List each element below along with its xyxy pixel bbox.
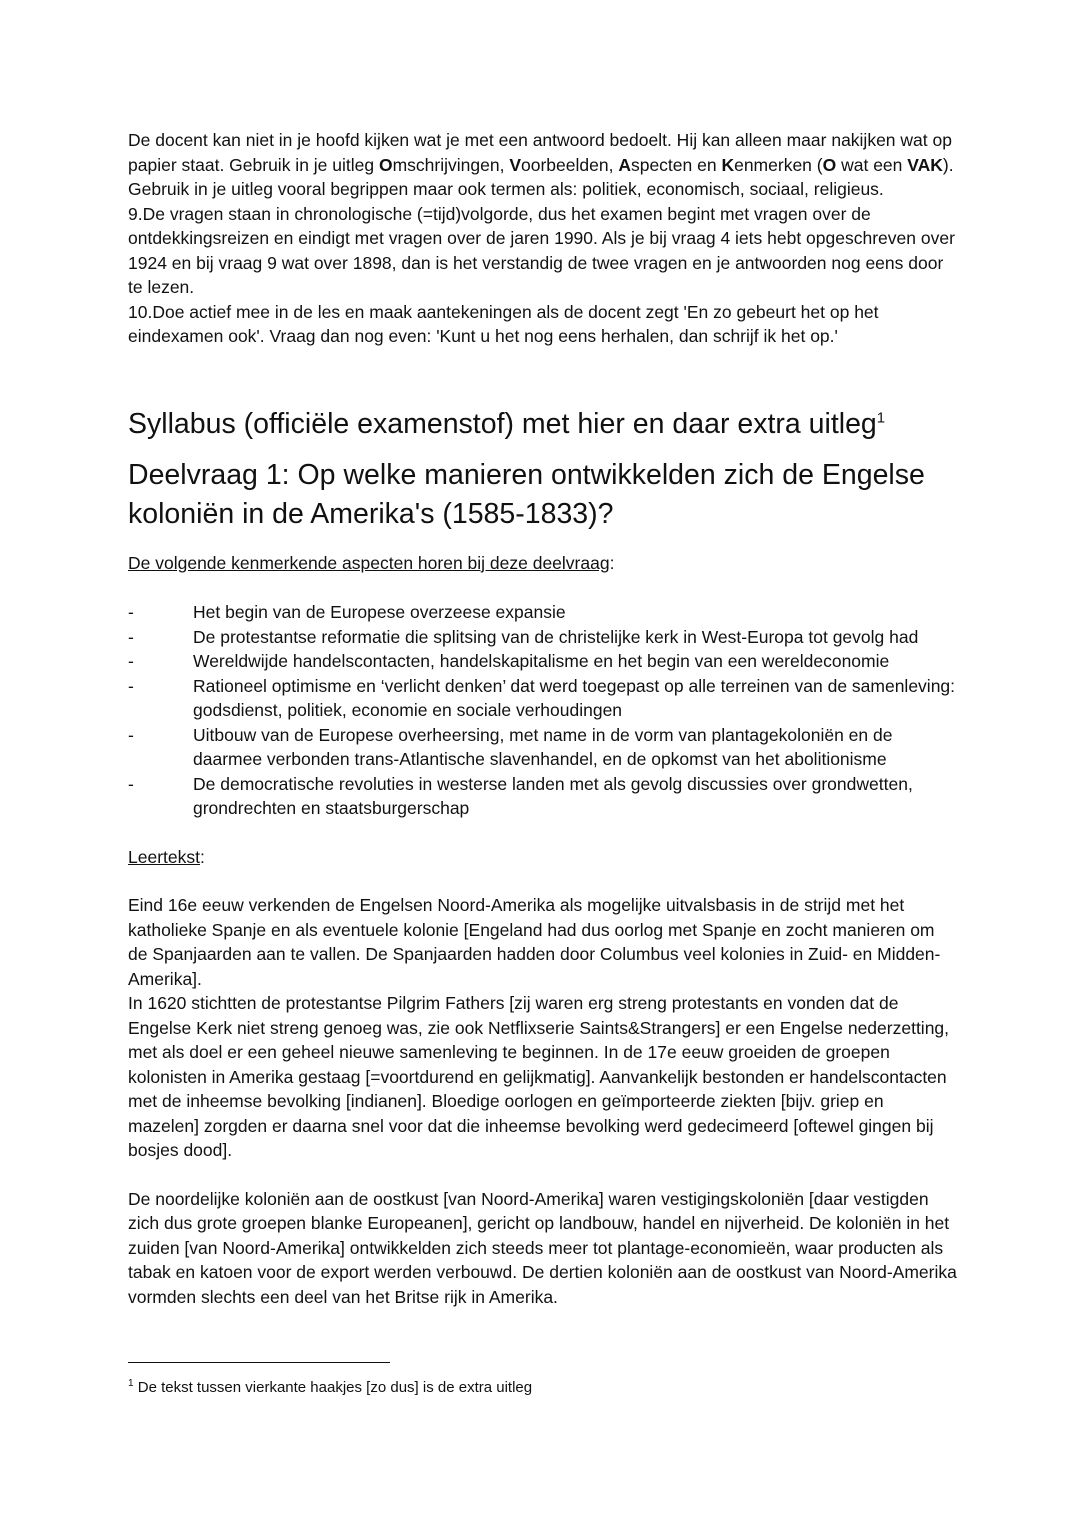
colon: : xyxy=(609,552,615,573)
list-item-text: Rationeel optimisme en ‘verlicht denken’ dat werd toegepast op alle terreinen van de samenleving: godsdienst, politiek, economie en sociale verhoudingen xyxy=(193,675,956,720)
footnote-separator xyxy=(128,1362,390,1363)
bold-letter: O xyxy=(378,154,393,175)
text-run: wat een xyxy=(836,154,908,175)
leertekst-paragraph: De noordelijke koloniën aan de oostkust [van Noord-Amerika] waren vestigingskoloniën [daar vestigden zich dus grote groepen blanke Europeanen], gericht op landbouw, handel en nijverheid. De koloniën in het zuiden [van Noord-Amerika] ontwikkelden zich steeds meer tot plantage-economieën, waar producten als tabak en katoen voor de export werden verbouwd. De dertien koloniën aan de oostkust van Noord-Amerika vormden slechts een deel van het Britse rijk in Amerika. xyxy=(128,1188,957,1307)
leertekst-label-underlined: Leertekst xyxy=(128,846,200,867)
deelvraag-heading: Deelvraag 1: Op welke manieren ontwikkelden zich de Engelse koloniën in de Amerika's (1585-1833)? xyxy=(128,458,925,530)
dash-bullet: - xyxy=(128,675,134,696)
leertekst-paragraph: In 1620 stichtten de protestantse Pilgrim Fathers [zij waren erg streng protestants en vonden dat de Engelse Kerk niet streng genoeg was, zie ook Netflixserie Saints&Strangers] er een Engelse nederzetting, met als doel er een geheel nieuwe samenleving te beginnen. In de 17e eeuw groeiden de groepen kolonisten in Amerika gestaag [=voortdurend en gelijkmatig]. Aanvankelijk bestonden er handelscontacten met de inheemse bevolking [indianen]. Bloedige oorlogen en geïmporteerde ziekten [bijv. griep en mazelen] zorgden er daarna snel voor dat die inheemse bevolking werd gedecimeerd [oftewel gingen bij bosjes dood]. xyxy=(128,993,950,1160)
leertekst-label xyxy=(128,845,958,870)
list-item xyxy=(128,600,958,625)
page-content xyxy=(128,128,958,1309)
syllabus-heading xyxy=(128,405,958,443)
colon: : xyxy=(199,846,205,867)
leertekst-paragraph: Eind 16e eeuw verkenden de Engelsen Noord-Amerika als mogelijke uitvalsbasis in de strijd met het katholieke Spanje en als eventuele kolonie [Engeland had dus oorlog met Spanje en zocht manieren om de Spanjaarden aan te vallen. De Spanjaarden hadden door Columbus veel kolonies in Zuid- en Midden-Amerika]. xyxy=(128,895,941,989)
bold-letter: K xyxy=(721,154,735,175)
text-run: ). Gebruik in je uitleg vooral begrippen maar ook termen als: politiek, economisch, sociaal, religieus. xyxy=(128,154,954,199)
dash-bullet: - xyxy=(128,724,134,745)
footnote-reference[interactable]: 1 xyxy=(876,409,886,426)
bold-acronym: VAK xyxy=(907,154,943,175)
aspects-list xyxy=(128,600,958,821)
list-item-text: De protestantse reformatie die splitsing van de christelijke kerk in West-Europa tot gevolg had xyxy=(193,626,919,647)
list-item xyxy=(128,723,958,772)
aspects-intro xyxy=(128,551,958,576)
dash-bullet: - xyxy=(128,602,134,622)
intro-paragraph-vak xyxy=(128,128,958,202)
tip-9-paragraph: 9.De vragen staan in chronologische (=tijd)volgorde, dus het examen begint met vragen over de ontdekkingsreizen en eindigt met vragen over de jaren 1990. Als je bij vraag 4 iets hebt opgeschreven over 1924 en bij vraag 9 wat over 1898, dan is het verstandig de twee vragen en je antwoorden nog eens door te lezen. xyxy=(128,203,955,297)
aspects-intro-underlined: De volgende kenmerkende aspecten horen bij deze deelvraag xyxy=(128,552,610,573)
text-run: enmerken ( xyxy=(734,154,823,175)
dash-bullet: - xyxy=(128,773,134,794)
list-item-text: De democratische revoluties in westerse landen met als gevolg discussies over grondwetten, grondrechten en staatsburgerschap xyxy=(193,773,913,818)
tip-10-paragraph: 10.Doe actief mee in de les en maak aantekeningen als de docent zegt 'En zo gebeurt het op het eindexamen ook'. Vraag dan nog even: 'Kunt u het nog eens herhalen, dan schrijf ik het op.' xyxy=(128,301,879,346)
text-run: oorbeelden, xyxy=(521,154,619,175)
list-item xyxy=(128,649,958,674)
text-run: mschrijvingen, xyxy=(392,154,510,175)
bold-letter: O xyxy=(822,154,837,175)
bold-letter: A xyxy=(618,154,631,175)
list-item-text: Wereldwijde handelscontacten, handelskapitalisme en het begin van een wereldeconomie xyxy=(193,651,890,671)
text-run: De docent kan niet in je hoofd kijken wat je met een antwoord bedoelt. Hij kan alleen maar nakijken wat op papier staat. Gebruik in je uitleg xyxy=(128,130,952,175)
list-item xyxy=(128,674,958,723)
list-item xyxy=(128,772,958,821)
syllabus-heading-text: Syllabus (officiële examenstof) met hier en daar extra uitleg xyxy=(128,407,877,440)
bold-letter: V xyxy=(509,154,522,175)
list-item-text: Uitbouw van de Europese overheersing, met name in de vorm van plantagekoloniën en de daarmee verbonden trans-Atlantische slavenhandel, en de opkomst van het abolitionisme xyxy=(193,724,893,769)
footnote xyxy=(128,1378,958,1398)
text-run: specten en xyxy=(630,154,722,175)
list-item-text: Het begin van de Europese overzeese expansie xyxy=(193,602,566,622)
footnote-text: De tekst tussen vierkante haakjes [zo dus] is de extra uitleg xyxy=(133,1379,533,1396)
list-item xyxy=(128,625,958,650)
footnote-number: 1 xyxy=(128,1378,134,1389)
dash-bullet: - xyxy=(128,626,134,647)
dash-bullet: - xyxy=(128,651,134,671)
